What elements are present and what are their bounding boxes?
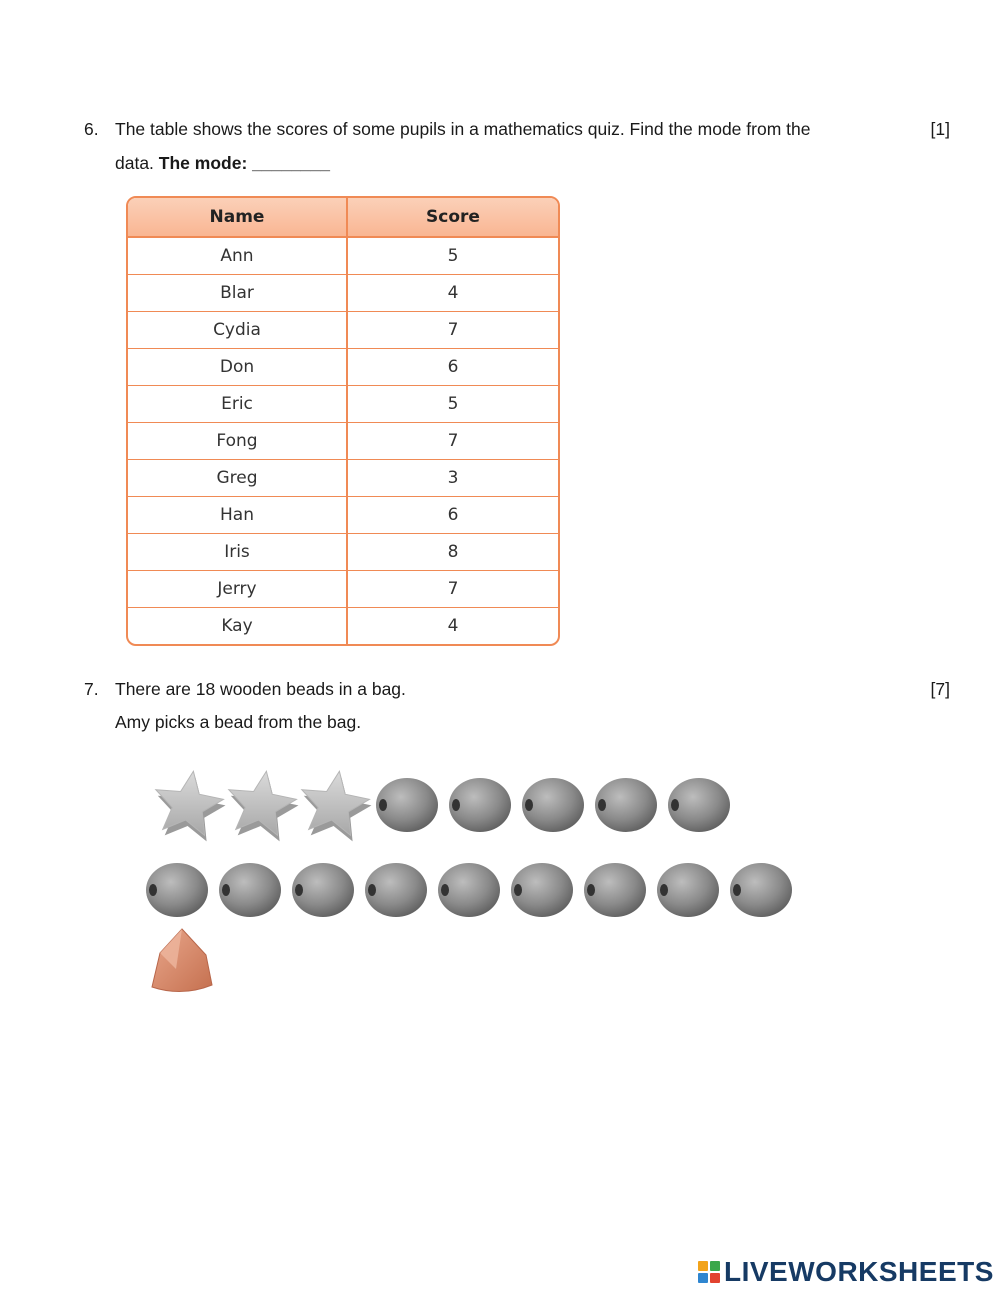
pupil-score: 5 [447, 246, 459, 266]
sphere-bead [438, 863, 500, 917]
question-6-text-line1: The table shows the scores of some pupils in a mathematics quiz. Find the mode from the [115, 119, 811, 139]
logo-block [710, 1261, 720, 1271]
sphere-bead [449, 778, 511, 832]
sphere-bead [376, 778, 438, 832]
sphere-bead [668, 778, 730, 832]
pupil-score: 3 [348, 459, 558, 496]
pupil-score: 7 [348, 311, 558, 348]
liveworksheets-logo [698, 1256, 994, 1288]
question-6-line2-text: data. [115, 153, 159, 173]
table-row [128, 459, 558, 496]
sphere-bead [365, 863, 427, 917]
pupil-name: Kay [128, 607, 348, 644]
pupil-score: 8 [348, 533, 558, 570]
pupil-score: 4 [348, 274, 558, 311]
table-row [128, 311, 558, 348]
sphere-bead [511, 863, 573, 917]
pupil-score: 7 [348, 570, 558, 607]
logo-block [698, 1273, 708, 1283]
question-7-text-line2: Amy picks a bead from the bag. [115, 712, 362, 732]
question-6-number: 6. [84, 119, 99, 139]
sphere-bead [522, 778, 584, 832]
sphere-bead [146, 863, 208, 917]
question-6-text-line2 [115, 153, 330, 173]
pupil-score: 7 [348, 422, 558, 459]
sphere-bead [292, 863, 354, 917]
pupil-name: Fong [128, 422, 348, 459]
star-bead [302, 771, 372, 841]
sphere-bead [584, 863, 646, 917]
score-table-header-row [128, 198, 558, 238]
mode-answer-label[interactable]: The mode: ________ [158, 153, 330, 173]
pupil-score: 5 [348, 385, 558, 422]
sphere-bead [730, 863, 792, 917]
star-bead [229, 771, 299, 841]
pupil-name: Blar [128, 274, 348, 311]
question-7-text-line1: There are 18 wooden beads in a bag. [115, 679, 406, 699]
question-6-marks: [1] [930, 119, 950, 139]
logo-block [698, 1261, 708, 1271]
header-score: Score [348, 198, 558, 238]
sphere-bead [219, 863, 281, 917]
table-row [128, 385, 558, 422]
sphere-bead [595, 778, 657, 832]
table-row [128, 238, 558, 274]
logo-block [710, 1273, 720, 1283]
pupil-name: Cydia [128, 311, 348, 348]
pupil-name: Jerry [128, 570, 348, 607]
pupil-score: 6 [348, 348, 558, 385]
table-row [128, 570, 558, 607]
pupil-score: 6 [348, 496, 558, 533]
pupil-name: Han [128, 496, 348, 533]
header-name: Name [128, 198, 348, 238]
table-row [128, 422, 558, 459]
logo-text: LIVEWORKSHEETS [724, 1256, 994, 1287]
star-bead [156, 771, 226, 841]
table-row [128, 533, 558, 570]
table-row [128, 348, 558, 385]
sphere-bead [657, 863, 719, 917]
table-row [128, 607, 558, 644]
beads-illustration [130, 750, 820, 1010]
pupil-name: Greg [128, 459, 348, 496]
logo-blocks-icon [698, 1261, 720, 1283]
pyramid-bead [152, 929, 212, 992]
pupil-name: Ann [128, 238, 348, 274]
pupil-name: Eric [128, 385, 348, 422]
table-row [128, 274, 558, 311]
table-row [128, 496, 558, 533]
pupil-score: 4 [348, 607, 558, 644]
question-7-number: 7. [84, 679, 99, 699]
score-table [126, 196, 560, 646]
pupil-name: Iris [128, 533, 348, 570]
question-7-marks: [7] [930, 679, 950, 699]
pupil-name: Don [128, 348, 348, 385]
